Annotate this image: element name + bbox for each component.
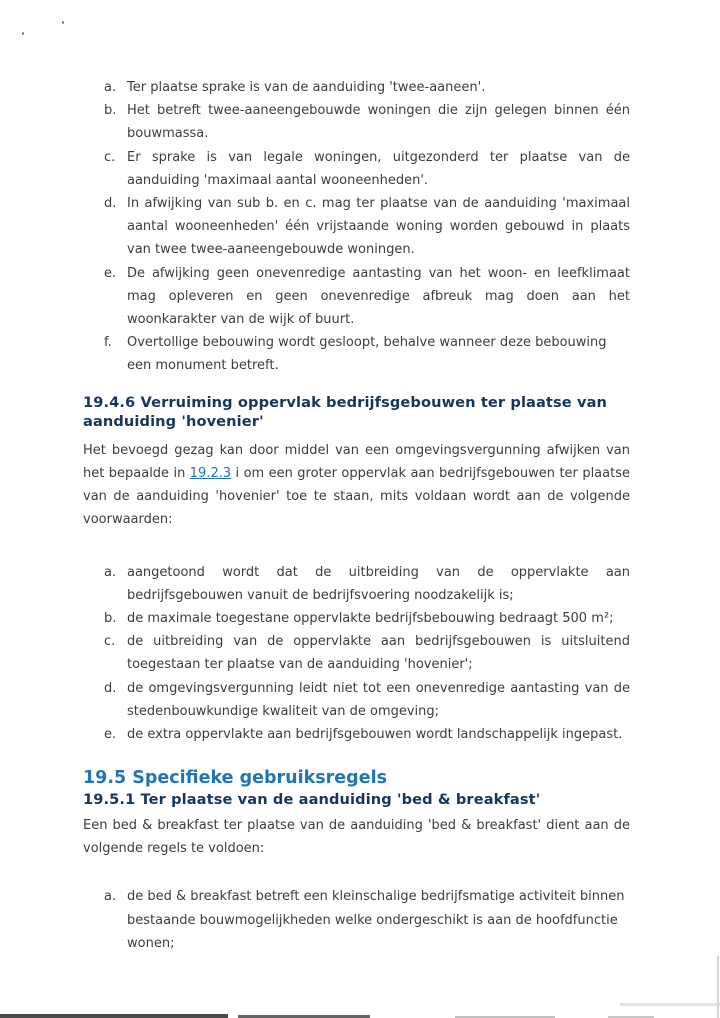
section-heading-19-5: 19.5 Specifieke gebruiksregels xyxy=(83,768,387,789)
section-heading-19-5-1: 19.5.1 Ter plaatse van de aanduiding 'bed & breakfast' xyxy=(83,791,541,809)
list-marker: a. xyxy=(104,80,117,95)
list-marker: e. xyxy=(104,265,117,281)
conditions-list-top xyxy=(104,76,630,378)
list-item xyxy=(104,677,630,723)
list-item xyxy=(104,76,630,99)
section-19-5-1-paragraph: Een bed & breakfast ter plaatse van de aanduiding 'bed & breakfast' dient aan de volgende regels te voldoen: xyxy=(83,817,630,856)
list-item xyxy=(104,146,630,192)
list-marker: c. xyxy=(104,634,116,650)
list-item-text: Er sprake is van legale woningen, uitgezonderd ter plaatse van de aanduiding 'maximaal aantal wooneenheden'. xyxy=(127,149,630,188)
article-link-19-2-3[interactable]: 19.2.3 xyxy=(189,465,232,481)
blank-line xyxy=(83,862,630,885)
list-marker: d. xyxy=(104,680,117,696)
section-19-4-6-paragraph xyxy=(83,439,630,532)
list-item xyxy=(104,561,630,607)
conditions-list-19-4-6 xyxy=(104,561,630,747)
list-marker: d. xyxy=(104,196,117,212)
scan-speck xyxy=(62,21,64,24)
list-item-text: Overtollige bebouwing wordt gesloopt, behalve wanneer deze bebouwing een monument betreft. xyxy=(127,335,607,374)
list-marker: e. xyxy=(104,727,117,743)
list-marker: f. xyxy=(104,335,112,351)
conditions-list-19-5-1 xyxy=(104,885,630,955)
list-item-text: de uitbreiding van de oppervlakte aan bedrijfsgebouwen is uitsluitend toegestaan ter plaatse van de aanduiding 'hovenier'; xyxy=(127,634,630,673)
blank-line xyxy=(83,537,630,560)
scan-smudge xyxy=(620,1003,720,1006)
list-item xyxy=(104,192,630,262)
list-item xyxy=(104,630,630,676)
list-item xyxy=(104,262,630,332)
list-marker: a. xyxy=(104,564,117,580)
list-item xyxy=(104,99,630,145)
list-marker: a. xyxy=(104,889,117,905)
list-item-text: De afwijking geen onevenredige aantasting van het woon- en leefklimaat mag opleveren en geen onevenredige afbreuk mag doen aan het woonkarakter van de wijk of buurt. xyxy=(127,265,630,328)
section-heading-19-4-6: 19.4.6 Verruiming oppervlak bedrijfsgebouwen ter plaatse van aanduiding 'hovenier' xyxy=(83,393,608,431)
list-item-text: Ter plaatse sprake is van de aanduiding 'twee-aaneen'. xyxy=(127,80,486,95)
list-item xyxy=(104,885,630,955)
scan-speck xyxy=(22,32,24,35)
list-item xyxy=(104,331,630,377)
list-item-text: de maximale toegestane oppervlakte bedrijfsbebouwing bedraagt 500 m²; xyxy=(127,611,614,627)
list-marker: b. xyxy=(104,103,117,119)
list-marker: c. xyxy=(104,149,116,165)
list-item xyxy=(104,607,630,630)
document-body xyxy=(83,76,630,955)
paragraph-text: i om een groter oppervlak aan bedrijfsgebouwen ter plaatse van de aanduiding 'hovenier' toe te staan, mits voldaan wordt aan de volgende voorwaarden: xyxy=(83,465,630,528)
list-item-text: aangetoond wordt dat de uitbreiding van de oppervlakte aan bedrijfsgebouwen vanuit de bedrijfsvoering noodzakelijk is; xyxy=(127,564,630,603)
list-item-text: de extra oppervlakte aan bedrijfsgebouwen wordt landschappelijk ingepast. xyxy=(127,727,623,743)
list-item-text: de omgevingsvergunning leidt niet tot een onevenredige aantasting van de stedenbouwkundige kwaliteit van de omgeving; xyxy=(127,680,630,719)
scan-edge-line xyxy=(717,956,719,1018)
list-item-text: Het betreft twee-aaneengebouwde woningen die zijn gelegen binnen één bouwmassa. xyxy=(127,103,630,142)
scan-edge-strip xyxy=(0,1014,228,1018)
list-item xyxy=(104,723,630,746)
list-item-text: de bed & breakfast betreft een kleinschalige bedrijfsmatige activiteit binnen bestaande bouwmogelijkheden welke ondergeschikt is aan de hoofdfunctie wonen; xyxy=(127,889,625,951)
list-marker: b. xyxy=(104,611,117,627)
list-item-text: In afwijking van sub b. en c. mag ter plaatse van de aanduiding 'maximaal aantal wooneenheden' één vrijstaande woning worden gebouwd in plaats van twee twee-aaneengebouwde woningen. xyxy=(127,196,630,258)
paragraph-text: Het bevoegd gezag kan door middel van een omgevingsvergunning afwijken van het bepaalde in xyxy=(83,442,630,481)
